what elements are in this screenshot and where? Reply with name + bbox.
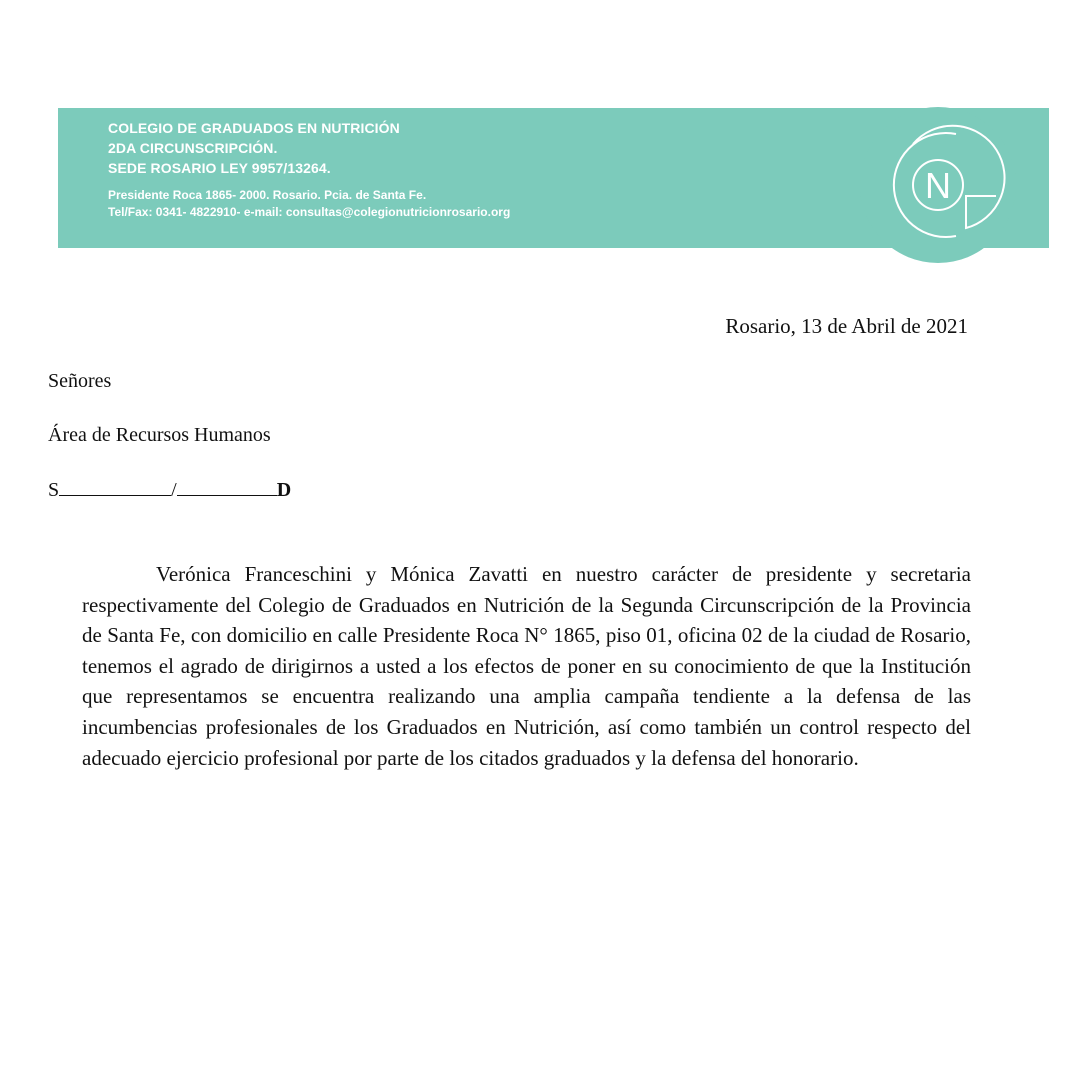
letter-body: [82, 559, 971, 773]
letterhead-text: [108, 118, 510, 221]
logo-letter: N: [925, 165, 951, 206]
sd-line: [48, 478, 291, 502]
sd-slash: /: [171, 479, 177, 501]
org-contact: Tel/Fax: 0341- 4822910- e-mail: consultas@colegionutricionrosario.org: [108, 205, 511, 219]
recipient-line-1: Señores: [48, 370, 112, 392]
letter-date: Rosario, 13 de Abril de 2021: [725, 314, 968, 338]
recipient-line-2: Área de Recursos Humanos: [48, 424, 271, 446]
org-address: Presidente Roca 1865- 2000. Rosario. Pcia. de Santa Fe.: [108, 188, 427, 202]
college-logo: [848, 104, 1028, 266]
seat-law: SEDE ROSARIO LEY 9957/13264.: [108, 160, 331, 176]
sd-start: S: [48, 479, 60, 501]
sd-end: D: [276, 479, 292, 501]
sd-blank-1: [59, 478, 171, 496]
org-name: COLEGIO DE GRADUADOS EN NUTRICIÓN: [108, 120, 400, 136]
body-paragraph: Verónica Franceschini y Mónica Zavatti en nuestro carácter de presidente y secretaria respectivamente del Colegio de Graduados en Nutrición de la Segunda Circunscripción de la Provincia de Santa Fe, con domicilio en calle Presidente Roca N° 1865, piso 01, oficina 02 de la ciudad de Rosario, tenemos el agrado de dirigirnos a usted a los efectos de poner en su conocimiento de que la Institución que representamos se encuentra realizando una amplia campaña tendiente a la defensa de las incumbencias profesionales de los Graduados en Nutrición, así como también un control respecto del adecuado ejercicio profesional por parte de los citados graduados y la defensa del honorario.: [82, 562, 971, 770]
sd-blank-2: [177, 478, 277, 496]
logo-icon: [848, 104, 1028, 266]
circumscription: 2DA CIRCUNSCRIPCIÓN.: [108, 140, 278, 156]
